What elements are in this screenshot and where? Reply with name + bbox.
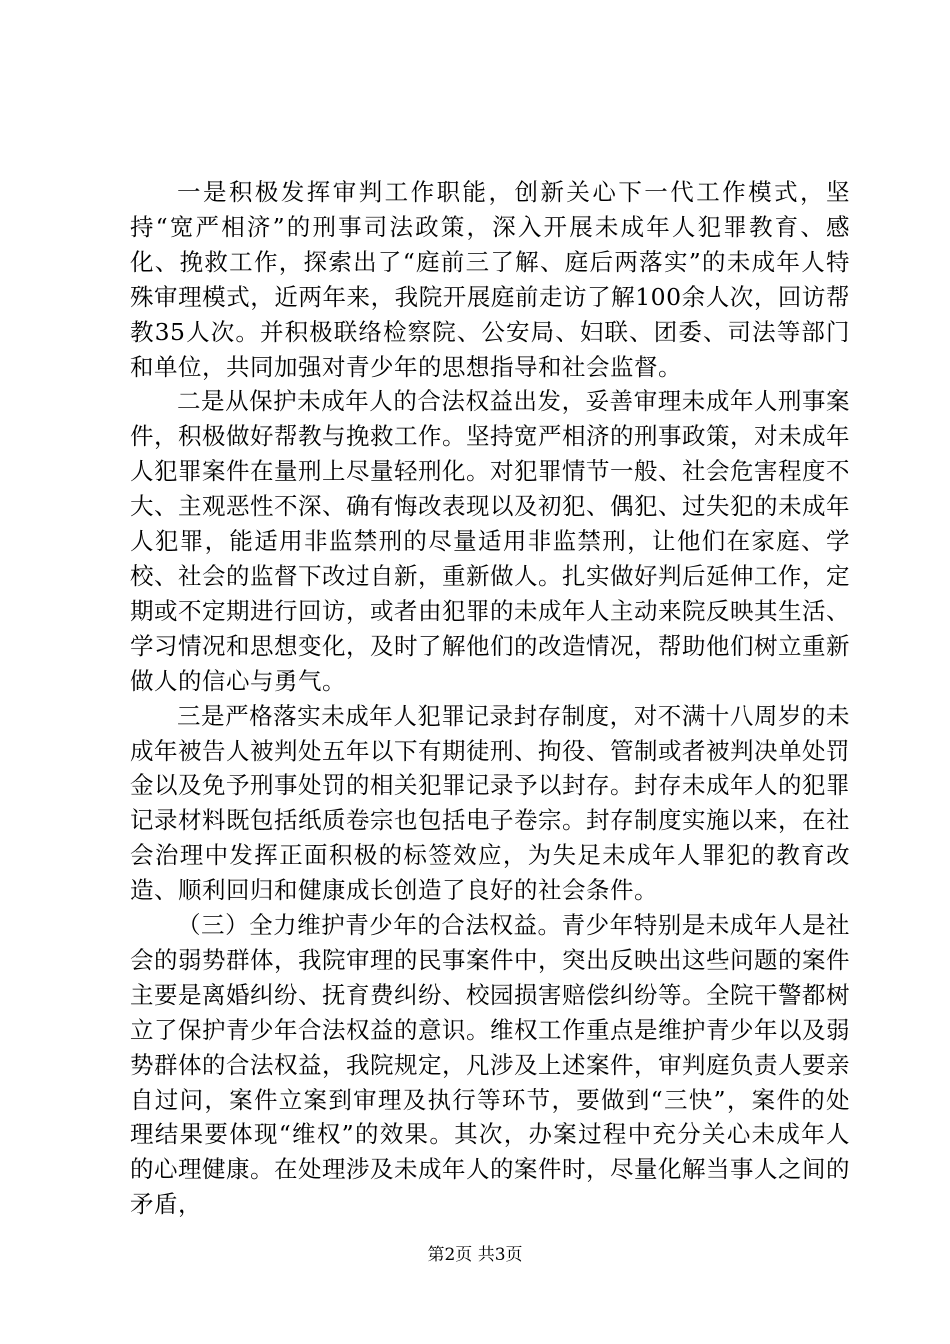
page-number-label: 第2页 共3页 xyxy=(427,1245,523,1265)
paragraph-4: （三）全力维护青少年的合法权益。青少年特别是未成年人是社会的弱势群体，我院审理的民事案件中，突出反映出这些问题的案件主要是离婚纠纷、抚育费纠纷、校园损害赔偿纠纷等。全院干警都树立了保护青少年合法权益的意识。维权工作重点是维护青少年以及弱势群体的合法权益，我院规定，凡涉及上述案件，审判庭负责人要亲自过问，案件立案到审理及执行等环节，要做到“三快”，案件的处理结果要体现“维权”的效果。其次，办案过程中充分关心未成年人的心理健康。在处理涉及未成年人的案件时，尽量化解当事人之间的矛盾， xyxy=(130,911,850,1219)
paragraph-3: 三是严格落实未成年人犯罪记录封存制度，对不满十八周岁的未成年被告人被判处五年以下有期徒刑、拘役、管制或者被判决单处罚金以及免予刑事处罚的相关犯罪记录予以封存。封存未成年人的犯罪记录材料既包括纸质卷宗也包括电子卷宗。封存制度实施以来，在社会治理中发挥正面积极的标签效应，为失足未成年人罪犯的教育改造、顺利回归和健康成长创造了良好的社会条件。 xyxy=(130,701,850,905)
paragraph-2: 二是从保护未成年人的合法权益出发，妥善审理未成年人刑事案件，积极做好帮教与挽救工作。坚持宽严相济的刑事政策，对未成年人犯罪案件在量刑上尽量轻刑化。对犯罪情节一般、社会危害程度不大、主观恶性不深、确有悔改表现以及初犯、偶犯、过失犯的未成年人犯罪，能适用非监禁刑的尽量适用非监禁刑，让他们在家庭、学校、社会的监督下改过自新，重新做人。扎实做好判后延伸工作，定期或不定期进行回访，或者由犯罪的未成年人主动来院反映其生活、学习情况和思想变化，及时了解他们的改造情况，帮助他们树立重新做人的信心与勇气。 xyxy=(130,387,850,695)
page-footer xyxy=(0,1243,950,1267)
document-body xyxy=(130,175,850,1222)
paragraph-1: 一是积极发挥审判工作职能，创新关心下一代工作模式，坚持“宽严相济”的刑事司法政策，深入开展未成年人犯罪教育、感化、挽救工作，探索出了“庭前三了解、庭后两落实”的未成年人特殊审理模式，近两年来，我院开展庭前走访了解100余人次，回访帮教35人次。并积极联络检察院、公安局、妇联、团委、司法等部门和单位，共同加强对青少年的思想指导和社会监督。 xyxy=(130,178,850,381)
